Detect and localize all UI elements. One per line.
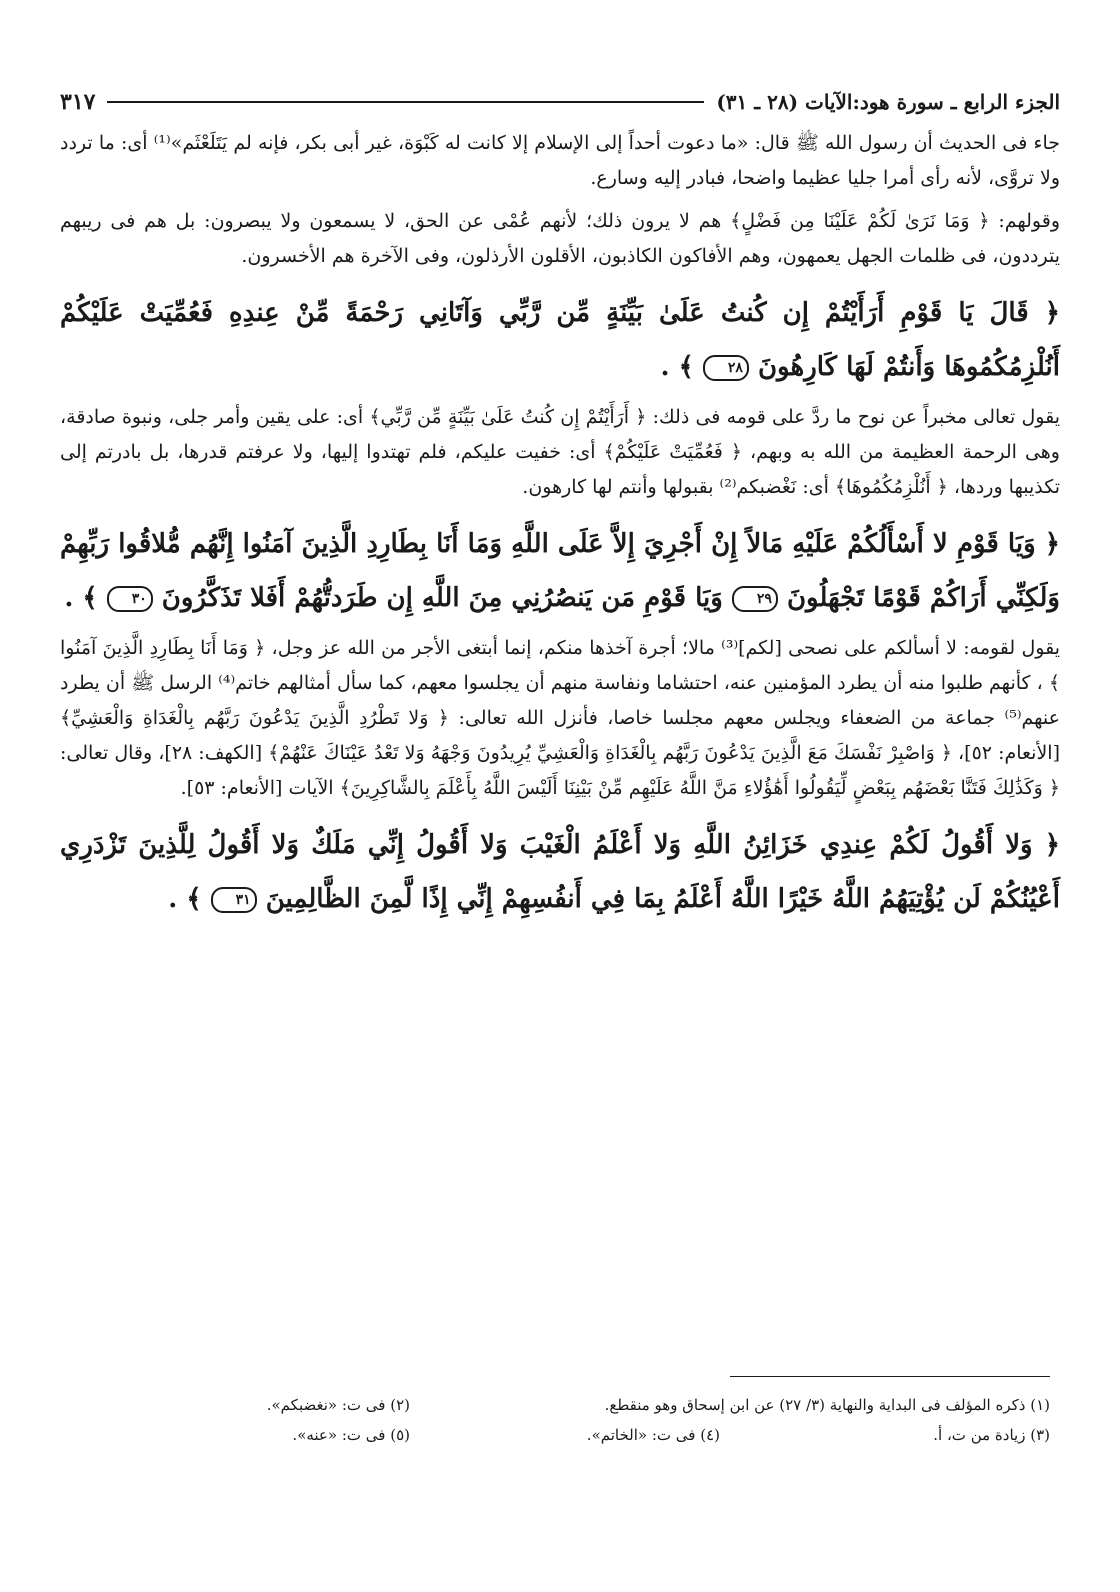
quran-verse-31 xyxy=(60,818,1060,926)
verse-text: وَيَا قَوْمِ لا أَسْأَلُكُمْ عَلَيْهِ مَالاً إِنْ أَجْرِيَ إِلاَّ عَلَى اللَّهِ وَمَا أَنَا بِطَارِدِ الَّذِينَ آمَنُوا إِنَّهُم مُّلاقُوا رَبِّهِمْ وَلَكِنِّي أَرَاكُمْ قَوْمًا تَجْهَلُونَ xyxy=(60,529,1060,613)
footnote-separator xyxy=(730,1376,1050,1377)
footnote-1: (١) ذكره المؤلف فى البداية والنهاية (٣/ ٢٧) عن ابن إسحاق وهو منقطع. xyxy=(604,1396,1050,1414)
tafsir-paragraph-28: يقول تعالى مخبراً عن نوح ما ردَّ على قومه فى ذلك: ﴿ أَرَأَيْتُمْ إِن كُنتُ عَلَىٰ بَيِّنَةٍ مِّن رَّبِّي﴾ أى: على يقين وأمر جلى، ونبوة صادقة، وهى الرحمة العظيمة من الله به وبهم، ﴿ فَعُمِّيَتْ عَلَيْكُمْ﴾ أى: خفيت عليكم، فلم تهتدوا إليها، ولا عرفتم قدرها، بل بادرتم إلى تكذيبها وردها، ﴿ أَنُلْزِمُكُمُوهَا﴾ أى: نَغْضبكم⁽²⁾ بقبولها وأنتم لها كارهون. xyxy=(60,406,1060,498)
footnote-3: (٣) زيادة من ت، أ. xyxy=(933,1426,1050,1444)
footnote-5: (٥) فى ت: «عنه». xyxy=(292,1426,410,1444)
ayah-number-marker: ٣٠ xyxy=(107,586,153,612)
verse-close-bracket: ﴾ . xyxy=(64,583,98,613)
verse-text: قَالَ يَا قَوْمِ أَرَأَيْتُمْ إِن كُنتُ عَلَىٰ بَيِّنَةٍ مِّن رَّبِّي وَآتَانِي رَحْمَةً مِّنْ عِندِهِ فَعُمِّيَتْ عَلَيْكُمْ أَنُلْزِمُكُمُوهَا وَأَنتُمْ لَهَا كَارِهُونَ xyxy=(60,298,1060,382)
verse-open-bracket: ﴿ xyxy=(1044,298,1061,328)
header-title: الجزء الرابع ـ سورة هود:الآيات (٢٨ ـ ٣١) xyxy=(716,90,1060,114)
footnote-2: (٢) فى ت: «نغضبكم». xyxy=(266,1396,410,1414)
ayah-number-marker: ٢٨ xyxy=(703,355,749,381)
intro-paragraph-2: وقولهم: ﴿ وَمَا نَرَىٰ لَكُمْ عَلَيْنَا مِن فَضْلٍ﴾ هم لا يرون ذلك؛ لأنهم عُمْى عن الحق، لا يسمعون ولا يبصرون: بل هم فى ريبهم يترددون، فى ظلمات الجهل يعمهون، وهم الأفاكون الكاذبون، الأقلون الأرذلون، وفى الآخرة هم الأخسرون. xyxy=(60,210,1060,267)
footnotes xyxy=(70,1390,1050,1450)
running-header xyxy=(60,82,1060,122)
verse-text: وَيَا قَوْمِ مَن يَنصُرُنِي مِنَ اللَّهِ إِن طَرَدتُّهُمْ أَفَلا تَذَكَّرُونَ xyxy=(161,583,723,613)
verse-open-bracket: ﴿ xyxy=(1044,529,1060,559)
quran-verse-28 xyxy=(60,286,1060,394)
verse-close-bracket: ﴾ . xyxy=(168,884,202,914)
intro-paragraph-1: جاء فى الحديث أن رسول الله ﷺ قال: «ما دعوت أحداً إلى الإسلام إلا كانت له كَبْوَة، غير أبى بكر، فإنه لم يَتَلَعْثَم»⁽¹⁾ أى: ما تردد ولا تروَّى، لأنه رأى أمرا جليا عظيما واضحا، فبادر إليه وسارع. xyxy=(60,132,1060,189)
footnote-row xyxy=(70,1390,1050,1420)
page-number: ٣١٧ xyxy=(60,89,96,115)
verse-text: وَلا أَقُولُ لَكُمْ عِندِي خَزَائِنُ اللَّهِ وَلا أَعْلَمُ الْغَيْبَ وَلا أَقُولُ إِنِّي مَلَكٌ وَلا أَقُولُ لِلَّذِينَ تَزْدَرِي أَعْيُنُكُمْ لَن يُؤْتِيَهُمُ اللَّهُ خَيْرًا اللَّهُ أَعْلَمُ بِمَا فِي أَنفُسِهِمْ إِنِّي إِذًا لَّمِنَ الظَّالِمِينَ xyxy=(60,830,1060,914)
tafsir-paragraph-29-30: يقول لقومه: لا أسألكم على نصحى [لكم]⁽³⁾ مالا؛ أجرة آخذها منكم، إنما أبتغى الأجر من الله عز وجل، ﴿ وَمَا أَنَا بِطَارِدِ الَّذِينَ آمَنُوا ﴾ ، كأنهم طلبوا منه أن يطرد المؤمنين عنه، احتشاما ونفاسة منهم أن يجلسوا معهم، كما سأل أمثالهم خاتم⁽⁴⁾ الرسل ﷺ أن يطرد عنهم⁽⁵⁾ جماعة من الضعفاء ويجلس معهم مجلسا خاصا، فأنزل الله تعالى: ﴿ وَلا تَطْرُدِ الَّذِينَ يَدْعُونَ رَبَّهُم بِالْغَدَاةِ وَالْعَشِيِّ﴾ [الأنعام: ٥٢]، ﴿ وَاصْبِرْ نَفْسَكَ مَعَ الَّذِينَ يَدْعُونَ رَبَّهُم بِالْغَدَاةِ وَالْعَشِيِّ يُرِيدُونَ وَجْهَهُ وَلا تَعْدُ عَيْنَاكَ عَنْهُمْ﴾ [الكهف: ٢٨]، وقال تعالى: ﴿ وَكَذَٰلِكَ فَتَنَّا بَعْضَهُم بِبَعْضٍ لِّيَقُولُوا أَهَٰؤُلاءِ مَنَّ اللَّهُ عَلَيْهِم مِّنْ بَيْنِنَا أَلَيْسَ اللَّهُ بِأَعْلَمَ بِالشَّاكِرِينَ﴾ الآيات [الأنعام: ٥٣]. xyxy=(60,637,1061,799)
ayah-number-marker: ٣١ xyxy=(211,887,257,913)
ayah-number-marker: ٢٩ xyxy=(732,586,778,612)
verse-close-bracket: ﴾ . xyxy=(660,352,694,382)
footnote-4: (٤) فى ت: «الخاتم». xyxy=(586,1426,720,1444)
header-rule xyxy=(107,101,704,103)
verse-open-bracket: ﴿ xyxy=(1044,830,1060,860)
footnote-row xyxy=(70,1420,1050,1450)
quran-verse-29-30 xyxy=(60,517,1060,625)
